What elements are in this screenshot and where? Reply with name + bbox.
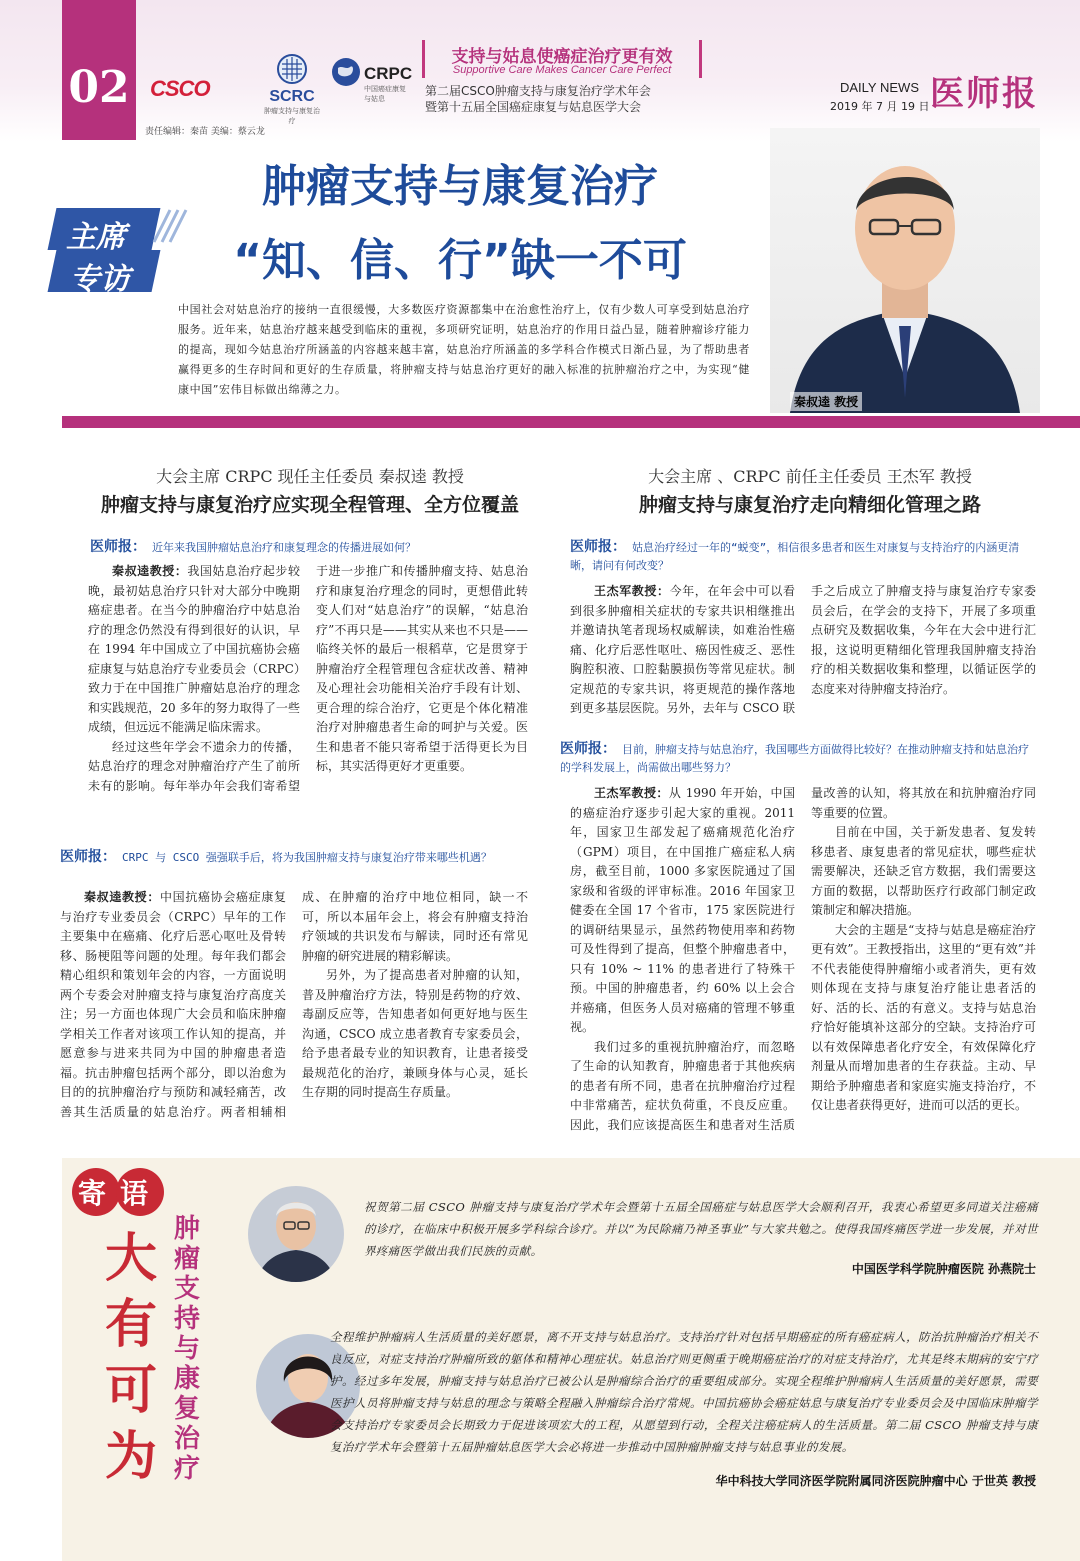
conference-title-zh: 支持与姑息使癌症治疗更有效 — [451, 47, 673, 67]
scrc-logo — [262, 54, 322, 126]
intro-paragraph: 中国社会对姑息治疗的接纳一直很缓慢，大多数医疗资源都集中在治愈性治疗上，仅有少数人可享受到姑息治疗服务。近年来，姑息治疗越来越受到临床的重视，多项研究证明，姑息治疗的作用日益凸显，随着肿瘤诊疗能力的提高，现如今姑息治疗所涵盖的内容越来越丰富，姑息治疗所涵盖的多学科合作模式日渐凸显，为了帮助患者赢得更多的生存时间和更好的生存质量，将肿瘤支持与姑息治疗更好的融入标准的抗肿瘤治疗之中，为实现“健康中国”宏伟目标做出绵薄之力。 — [178, 303, 750, 396]
speaker-name: 秦叔逵教授： — [84, 890, 160, 904]
photo-caption: 秦叔逵 教授 — [790, 392, 862, 411]
speaker-name: 王杰军教授： — [594, 584, 670, 598]
right-answer-2 — [570, 784, 1036, 1146]
question-text: 姑息治疗经过一年的“蜕变”，相信很多患者和医生对康复与支持治疗的内涵更清晰，请问有何改变？ — [570, 541, 1020, 572]
speaker-name: 王杰军教授： — [594, 786, 669, 800]
answer-paragraph: 大会的主题是“支持与姑息是癌症治疗更有效”。王教授指出，这里的“更有效”并不代表能使得肿瘤缩小或者消失，更有效则体现在支持与康复治疗能让患者活的好、活的长、活的有意义。支持与姑息治疗恰好能填补这部分的空缺。支持治疗可以有效保障患者化疗安全，有效保障化疗剂量从而增加患者的生存获益。主动、早期给予肿瘤患者和家庭实施支持治疗，不仅让患者获得更好，进而可以活的更长。 — [811, 922, 1036, 1112]
portrait-qin-shukui — [770, 128, 1040, 413]
crpc-logo-sub: 中国癌症康复与姑息 — [364, 86, 406, 103]
answer-text: 中国抗癌协会癌症康复与治疗专业委员会（CRPC）早年的工作主要集中在癌痛、化疗后恶心呕吐及骨转移、肠梗阻等问题的处理。每年我们都会精心组织和策划年会的内容，一方面说明两个专委会对肿瘤支持与康复治疗高度关注；另一方面也体现广大会员和临床肿瘤学相关工作者对该项工作认知的提高，并愿意参与进来共同为中国的肿瘤患者造福。抗击肿瘤包括两个部分，即以治愈为目的的抗肿瘤治疗与预防和减轻痛苦，改善其生活质量的姑息治疗。两者相辅相成、在肿瘤的治疗中地位相同，缺一不可，所以本届年会上，将会有肿瘤支持治疗领域的共识发布与解读，同时还有常见肿瘤的研究进展的精彩解读。 — [60, 890, 528, 1119]
sub-slogan: 肿瘤支持与康复治疗 — [173, 1214, 200, 1484]
conference-line-2: 暨第十五届全国癌症康复与姑息医学大会 — [425, 100, 642, 114]
scrc-grid-icon — [274, 54, 310, 84]
message-2: 全程维护肿瘤病人生活质量的美好愿景，离不开支持与姑息治疗。支持治疗针对包括早期癌症的所有癌症病人，防治抗肿瘤治疗相关不良反应，对症支持治疗肿瘤所致的躯体和精神心理症状。姑息治疗则更侧重于晚期癌症治疗的对症支持治疗，尤其是终末期病的安宁疗护。经过多年发展，肿瘤支持与姑息治疗已被公认是肿瘤综合治疗的重要组成部分。实现全程维护肿瘤病人生活质量的美好愿景，需要医护人员将肿瘤支持与姑息的理念与策略全程融入肿瘤综合治疗常规。中国抗癌协会癌症姑息与康复治疗专业委员会及中国临床肿瘤学会支持治疗专家委员会长期致力于促进该项宏大的工程，从愿望到行动，全程关注癌症病人的生活质量。第二届 CSCO 肿瘤支持与康复治疗学术年会暨第十五届肿瘤姑息医学大会必将进一步推动中国肿瘤肿瘤支持与姑息事业的发展。 — [330, 1330, 1038, 1454]
question-text: 目前，肿瘤支持与姑息治疗，我国哪些方面做得比较好？在推动肿瘤支持和姑息治疗的学科发展上，尚需做出哪些努力？ — [560, 743, 1029, 774]
issue-date: 2019 年 7 月 19 日 — [830, 100, 930, 113]
question-text: CRPC 与 CSCO 强强联手后，将为我国肿瘤支持与康复治疗带来哪些机遇？ — [122, 851, 492, 864]
right-section-title: 肿瘤支持与康复治疗走向精细化管理之路 — [638, 494, 981, 516]
person-photo-icon — [770, 128, 1040, 413]
left-section-title: 肿瘤支持与康复治疗应实现全程管理、全方位覆盖 — [100, 494, 519, 516]
answer-paragraph: 另外，为了提高患者对肿瘤的认知，普及肿瘤治疗方法，特别是药物的疗效、毒副反应等，告知患者如何更好地与医生沟通，CSCO 成立患者教育专家委员会，给予患者最专业的知识教育，让患者接受最规范化的治疗，兼顾身体与心灵，延长生存期的同时提高生存质量。 — [302, 968, 528, 1099]
interview-badge — [52, 200, 162, 297]
left-question-1 — [90, 536, 530, 557]
question-label: 医师报： — [90, 539, 146, 555]
right-section-subtitle: 大会主席 、CRPC 前任主任委员 王杰军 教授 — [648, 467, 972, 486]
conference-title-en: Supportive Care Makes Cancer Care Perfect — [452, 64, 672, 76]
signature-1: 中国医学科学院肿瘤医院 孙燕院士 — [851, 1262, 1036, 1276]
divider-bar — [62, 416, 1080, 428]
page-number: 02 — [68, 62, 130, 113]
csco-logo: CSCO — [150, 76, 210, 101]
right-answer-1 — [570, 582, 1036, 722]
crpc-logo-text: CRPC — [364, 64, 413, 83]
globe-icon — [330, 56, 362, 88]
jiyu-badge — [70, 1164, 170, 1224]
main-title-line-1: 肿瘤支持与康复治疗 — [262, 161, 658, 212]
question-label: 医师报： — [570, 539, 626, 555]
signature-2: 华中科技大学同济医学院附属同济医院肿瘤中心 于世英 教授 — [715, 1474, 1036, 1488]
conference-line-1: 第二届CSCO肿瘤支持与康复治疗学术年会 — [425, 84, 651, 98]
speaker-name: 秦叔逵教授： — [112, 564, 188, 578]
scrc-logo-text: SCRC — [269, 88, 315, 105]
left-answer-1 — [88, 562, 528, 820]
scrc-logo-sub: 肿瘤支持与康复治疗 — [264, 108, 320, 125]
right-question-1 — [570, 536, 1036, 575]
answer-text: 我国姑息治疗起步较晚，最初姑息治疗只针对大部分中晚期癌症患者。在当今的肿瘤治疗中姑息治疗的理念仍然没有得到很好的认识，早在 1994 年中国成立了中国抗癌协会癌症康复与姑息治疗专业委员会（CRPC）致力于在中国推广肿瘤姑息治疗的理念和实践规范，20 多年的努力取得了一些成绩，但远远不能满足临床需求。 — [88, 564, 300, 734]
person-photo-icon — [248, 1186, 344, 1282]
left-question-2 — [60, 846, 530, 867]
badge-line-1: 主席 — [66, 220, 126, 255]
right-question-2 — [560, 738, 1036, 777]
jiyu-text: 寄语 — [77, 1177, 162, 1210]
badge-line-2: 专访 — [70, 262, 130, 297]
question-text: 近年来我国肿瘤姑息治疗和康复理念的传播进展如何？ — [152, 541, 416, 554]
question-label: 医师报： — [60, 849, 116, 865]
answer-paragraph: 我们过多的重视抗肿瘤治疗，而忽略了生命的认知教育，肿瘤患者于其他疾病的患者有所不同，患者在抗肿瘤治疗过程中非常痛苦，症状负荷重，不良反应重。因此，我们应该提高医生和患者对生活质量改善的认知，将其放在和抗肿瘤治疗同等重要的位置。 — [570, 786, 1036, 1132]
answer-text: 今年，在年会中可以看到很多肿瘤相关症状的专家共识相继推出并邀请执笔者现场权威解读，如难治性癌痛、化疗后恶性呕吐、癌因性疲乏、恶性胸腔积液、口腔黏膜损伤等常见症状。制定规范的专家共识，将更规范的操作落地到更多基层医院。另外，去年与 CSCO 联手之后成立了肿瘤支持与康复治疗专家委员会后，在学会的支持下，开展了多项重点研究及数据收集，今年在大会中进行汇报，这说明更精细化管理我国肿瘤支持治疗的相关数据收集和整理，以循证医学的态度来对待肿瘤支持治疗。 — [570, 584, 1036, 715]
main-title-line-2: “知、信、行”缺一不可 — [233, 235, 687, 286]
left-answer-2 — [60, 888, 528, 1146]
answer-paragraph: 经过这些年学会不遗余力的传播，姑息治疗的理念对肿瘤治疗产生了前所未有的影响。每年举办年会我们寄希望于进一步推广和传播肿瘤支持、姑息治疗和康复治疗理念的同时，更想借此转变人们对“姑息治疗”的误解，“姑息治疗”不再只是——其实从来也不只是——临终关怀的最后一根稻草，它是贯穿于肿瘤治疗全程管理包含症状改善、精神及心理社会功能相关治疗手段有计划、更合理的综合治疗，它更是个体化精准治疗对肿瘤患者生命的呵护与关爱。医生和患者不能只寄希望于活得更长为目标，其实活得更好才更重要。 — [88, 564, 528, 793]
answer-text: 从 1990 年开始，中国的癌症治疗逐步引起大家的重视。2011 年，国家卫生部发起了癌痛规范化治疗（GPM）项目，在中国推广癌症私人病房，截至目前，1000 多家医院通过了国家级和省级的评审标准。2016 年国家卫健委在全国 17 个省市，175 家医院进行的调研结果显示，虽然药物使用率和药物可及性得到了提高，但整个肿瘤患者中，只有 10% ~ 11% 的患者进行了特殊干预。中国的肿瘤患者，约 60% 以上会合并癌痛，但医务人员对癌痛的管理不够重视。 — [570, 786, 795, 1034]
left-section-subtitle: 大会主席 CRPC 现任主任委员 秦叔逵 教授 — [156, 467, 464, 486]
editor-credits: 责任编辑：秦苗 美编：蔡云龙 — [145, 127, 265, 137]
daily-news-label: DAILY NEWS — [840, 80, 919, 95]
answer-paragraph: 目前在中国，关于新发患者、复发转移患者、康复患者的常见症状，哪些症状需要解决，还缺乏官方数据，我们需要这方面的数据，以帮助医疗行政部门制定政策制定和解决措施。 — [811, 825, 1036, 917]
portrait-sun-yan — [248, 1186, 344, 1282]
paper-name: 医师报 — [930, 74, 1038, 114]
question-label: 医师报： — [560, 741, 616, 757]
message-1: 祝贺第二届 CSCO 肿瘤支持与康复治疗学术年会暨第十五届全国癌症与姑息医学大会顺利召开，我衷心希望更多同道关注癌痛的诊疗，在临床中积极开展多学科综合诊疗。并以“为民除痛乃神圣事业”与大家共勉之。使得我国疼痛医学进一步发展，并对世界疼痛医学做出我们民族的贡献。 — [364, 1200, 1038, 1258]
big-slogan: 大有可为 — [104, 1228, 157, 1487]
